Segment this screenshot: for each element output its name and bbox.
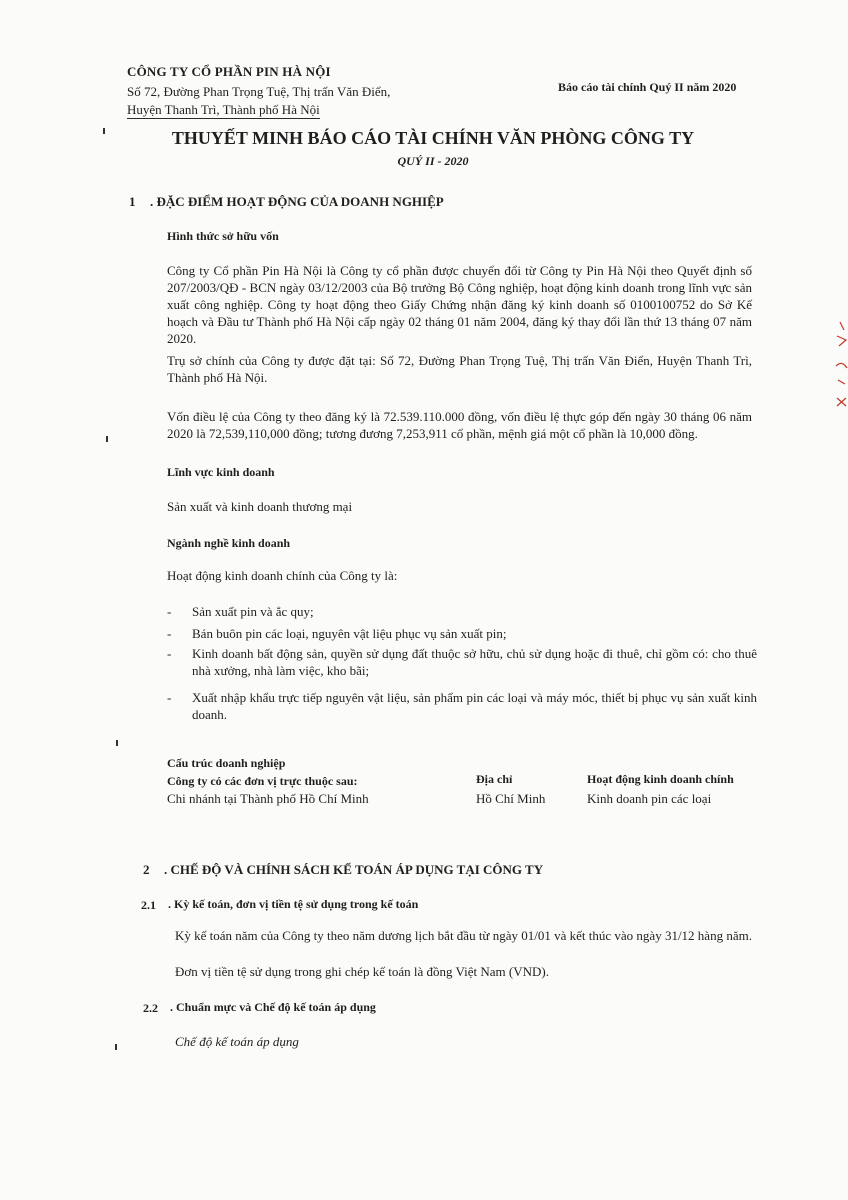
list-item bbox=[167, 625, 757, 642]
capital-paragraph: Vốn điều lệ của Công ty theo đăng ký là 72.539.110.000 đồng, vốn điều lệ thực góp đến ngày 30 tháng 06 năm 2020 là 72,539,110,000 đồng; tương đương 7,253,911 cổ phần, mệnh giá một cổ phần là 10,000 đồng. bbox=[167, 409, 752, 441]
bullet-dash: - bbox=[167, 646, 172, 661]
section2-number: 2 bbox=[143, 862, 150, 877]
ownership-heading: Hình thức sở hữu vốn bbox=[167, 229, 279, 243]
list-item-text: Bán buôn pin các loại, nguyên vật liệu phục vụ sản xuất pin; bbox=[192, 626, 507, 641]
list-item-text: Sản xuất pin và ắc quy; bbox=[192, 604, 314, 619]
bullet-dash: - bbox=[167, 690, 172, 705]
section2-heading: . CHẾ ĐỘ VÀ CHÍNH SÁCH KẾ TOÁN ÁP DỤNG TẠI CÔNG TY bbox=[164, 862, 544, 877]
business-field-text: Sản xuất và kinh doanh thương mại bbox=[167, 499, 353, 514]
structure-heading: Cấu trúc doanh nghiệp bbox=[167, 756, 286, 770]
business-field-heading: Lĩnh vực kinh doanh bbox=[167, 465, 275, 479]
company-address-line2 bbox=[127, 102, 320, 118]
section1-number: 1 bbox=[129, 194, 136, 209]
report-label: Báo cáo tài chính Quý II năm 2020 bbox=[558, 80, 737, 94]
bullet-dash: - bbox=[167, 604, 172, 619]
section1-heading: . ĐẶC ĐIỂM HOẠT ĐỘNG CỦA DOANH NGHIỆP bbox=[150, 194, 444, 209]
company-address-line1: Số 72, Đường Phan Trọng Tuệ, Thị trấn Văn Điển, bbox=[127, 84, 391, 99]
company-name: CÔNG TY CỔ PHẦN PIN HÀ NỘI bbox=[127, 64, 331, 79]
business-lines-intro: Hoạt động kinh doanh chính của Công ty là: bbox=[167, 568, 398, 583]
subsection-2-1-heading: . Kỳ kế toán, đơn vị tiền tệ sử dụng trong kế toán bbox=[168, 897, 419, 911]
scan-mark bbox=[115, 1044, 117, 1050]
subsection-2-2-number: 2.2 bbox=[143, 1001, 158, 1015]
ownership-paragraph: Công ty Cổ phần Pin Hà Nội là Công ty cổ phần được chuyển đổi từ Công ty Pin Hà Nội theo Quyết định số 207/2003/QĐ - BCN ngày 03/12/2003 của Bộ trưởng Bộ Công nghiệp, hoạt động kinh doanh trong lĩnh vực sản xuất công nghiệp. Công ty hoạt động theo Giấy Chứng nhận đăng ký kinh doanh số 0100100752 do Sở Kế hoạch và Đầu tư Thành phố Hà Nội cấp ngày 02 tháng 01 năm 2004, đăng ký thay đổi lần thứ 13 tháng 07 năm 2020. bbox=[167, 263, 752, 346]
subsection-2-2-heading: . Chuẩn mực và Chế độ kế toán áp dụng bbox=[170, 1000, 376, 1014]
list-item bbox=[167, 603, 757, 620]
stamp-edge-fragment bbox=[834, 318, 848, 408]
scan-mark bbox=[116, 740, 118, 746]
structure-col-activity: Hoạt động kinh doanh chính bbox=[587, 772, 734, 786]
document-title: THUYẾT MINH BÁO CÁO TÀI CHÍNH VĂN PHÒNG CÔNG TY bbox=[171, 128, 695, 148]
accounting-period-text: Kỳ kế toán năm của Công ty theo năm dương lịch bắt đầu từ ngày 01/01 và kết thúc vào ngày 31/12 hàng năm. bbox=[175, 928, 752, 943]
list-item bbox=[167, 645, 757, 679]
headquarters-paragraph: Trụ sở chính của Công ty được đặt tại: Số 72, Đường Phan Trọng Tuệ, Thị trấn Văn Điển, Huyện Thanh Trì, Thành phố Hà Nội. bbox=[167, 353, 752, 385]
business-lines-heading: Ngành nghề kinh doanh bbox=[167, 536, 291, 550]
address-line2-text: Huyện Thanh Trì, Thành phố Hà Nội bbox=[127, 102, 320, 117]
accounting-regime-subheading: Chế độ kế toán áp dụng bbox=[175, 1034, 299, 1049]
structure-cell-address: Hồ Chí Minh bbox=[476, 791, 546, 806]
list-item-text: Xuất nhập khẩu trực tiếp nguyên vật liệu, sản phẩm pin các loại và máy móc, thiết bị phục vụ sản xuất kinh doanh. bbox=[192, 690, 757, 722]
structure-col-unit: Công ty có các đơn vị trực thuộc sau: bbox=[167, 774, 358, 788]
list-item-text: Kinh doanh bất động sản, quyền sử dụng đất thuộc sở hữu, chủ sử dụng hoặc đi thuê, chỉ gồm có: cho thuê nhà xưởng, nhà làm việc, kho bãi; bbox=[192, 646, 757, 678]
structure-cell-unit: Chi nhánh tại Thành phố Hồ Chí Minh bbox=[167, 791, 369, 806]
scan-mark bbox=[103, 128, 105, 134]
document-subtitle: QUÝ II - 2020 bbox=[397, 154, 469, 168]
list-item bbox=[167, 689, 757, 723]
structure-col-address: Địa chỉ bbox=[476, 772, 513, 786]
bullet-dash: - bbox=[167, 626, 172, 641]
structure-cell-activity: Kinh doanh pin các loại bbox=[587, 791, 712, 806]
scan-mark bbox=[106, 436, 108, 442]
subsection-2-1-number: 2.1 bbox=[141, 898, 156, 912]
currency-text: Đơn vị tiền tệ sử dụng trong ghi chép kế toán là đồng Việt Nam (VND). bbox=[175, 964, 549, 979]
